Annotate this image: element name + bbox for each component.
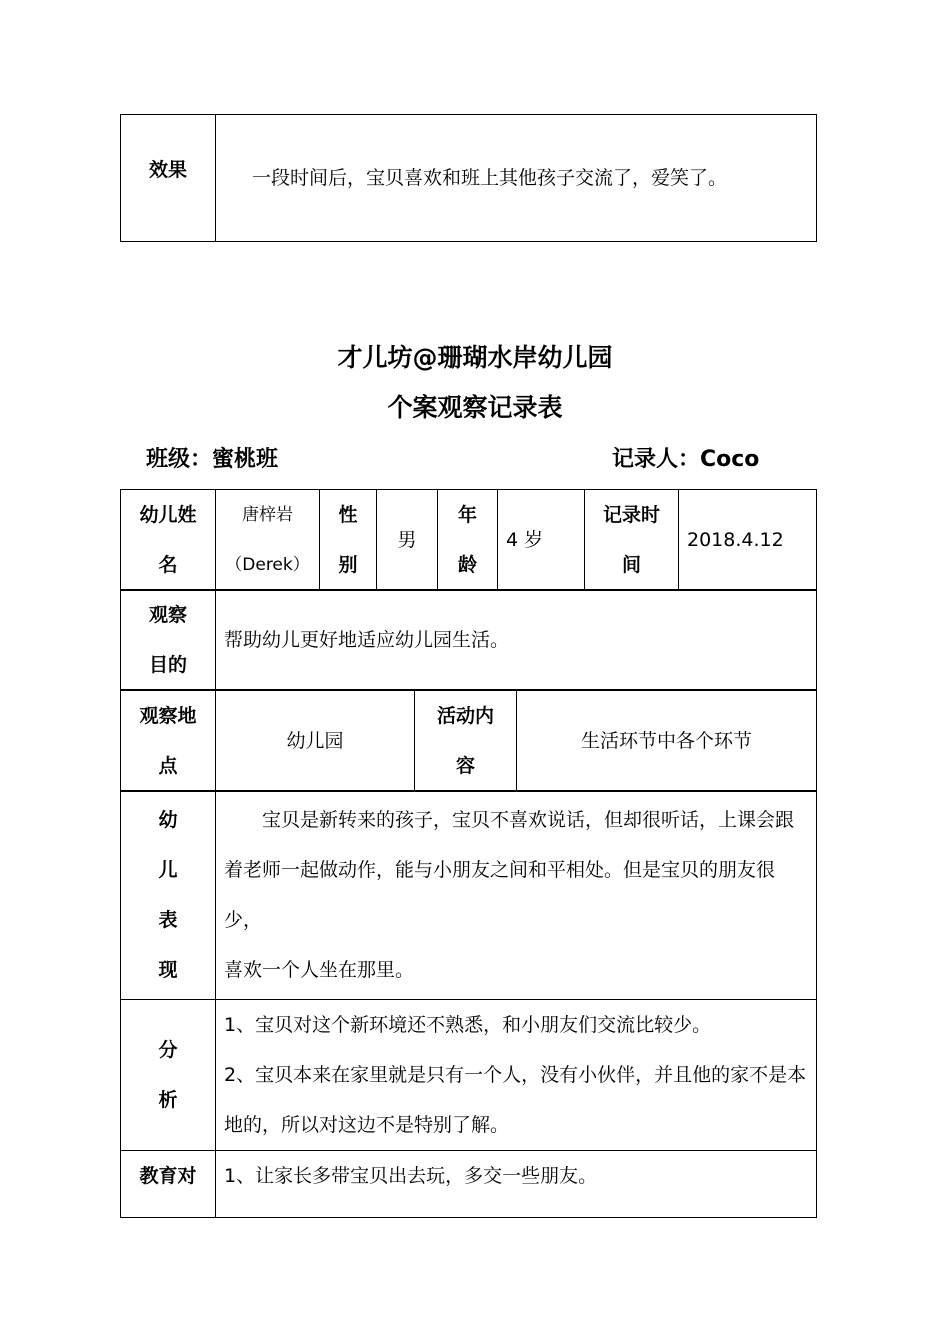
- place-row: [120, 689, 817, 792]
- activity-label: 活动内 容: [415, 690, 517, 792]
- effect-label: 效果: [121, 115, 216, 242]
- education-label: 教育对: [121, 1151, 216, 1218]
- analysis-label: 分 析: [121, 1000, 216, 1151]
- performance-label: 幼 儿 表 现: [121, 791, 216, 1000]
- record-time-label: 记录时 间: [585, 490, 679, 591]
- education-text: 1、让家长多带宝贝出去玩，多交一些朋友。: [216, 1151, 817, 1218]
- purpose-row: [120, 589, 817, 691]
- child-name-label: 幼儿姓 名: [121, 490, 216, 591]
- place-label: 观察地 点: [121, 690, 216, 792]
- recorder-label: 记录人：Coco: [612, 447, 760, 472]
- purpose-value: 帮助幼儿更好地适应幼儿园生活。: [216, 590, 817, 691]
- analysis-text: 1、宝贝对这个新环境还不熟悉，和小朋友们交流比较少。 2、宝贝本来在家里就是只有一个人，没有小伙伴，并且他的家不是本 地的，所以对这边不是特别了解。: [216, 1000, 817, 1151]
- effect-text: 一段时间后，宝贝喜欢和班上其他孩子交流了，爱笑了。: [216, 115, 817, 242]
- age-value: 4 岁: [498, 490, 585, 591]
- activity-value: 生活环节中各个环节: [517, 690, 817, 792]
- record-time-value: 2018.4.12: [679, 490, 817, 591]
- age-label: 年 龄: [438, 490, 498, 591]
- purpose-label: 观察 目的: [121, 590, 216, 691]
- detail-rows: [120, 790, 817, 1218]
- info-row: [120, 489, 817, 591]
- gender-value: 男: [377, 490, 438, 591]
- child-name-value: 唐梓岩 （Derek）: [216, 490, 320, 591]
- gender-label: 性 别: [320, 490, 377, 591]
- place-value: 幼儿园: [216, 690, 415, 792]
- effect-table: [120, 114, 817, 242]
- performance-text: 宝贝是新转来的孩子，宝贝不喜欢说话，但却很听话，上课会跟 着老师一起做动作，能与小朋友之间和平相处。但是宝贝的朋友很少， 喜欢一个人坐在那里。: [216, 791, 817, 1000]
- school-title: 才儿坊@珊瑚水岸幼儿园: [337, 343, 613, 372]
- form-title: 个案观察记录表: [387, 393, 563, 422]
- class-label: 班级：蜜桃班: [146, 447, 279, 472]
